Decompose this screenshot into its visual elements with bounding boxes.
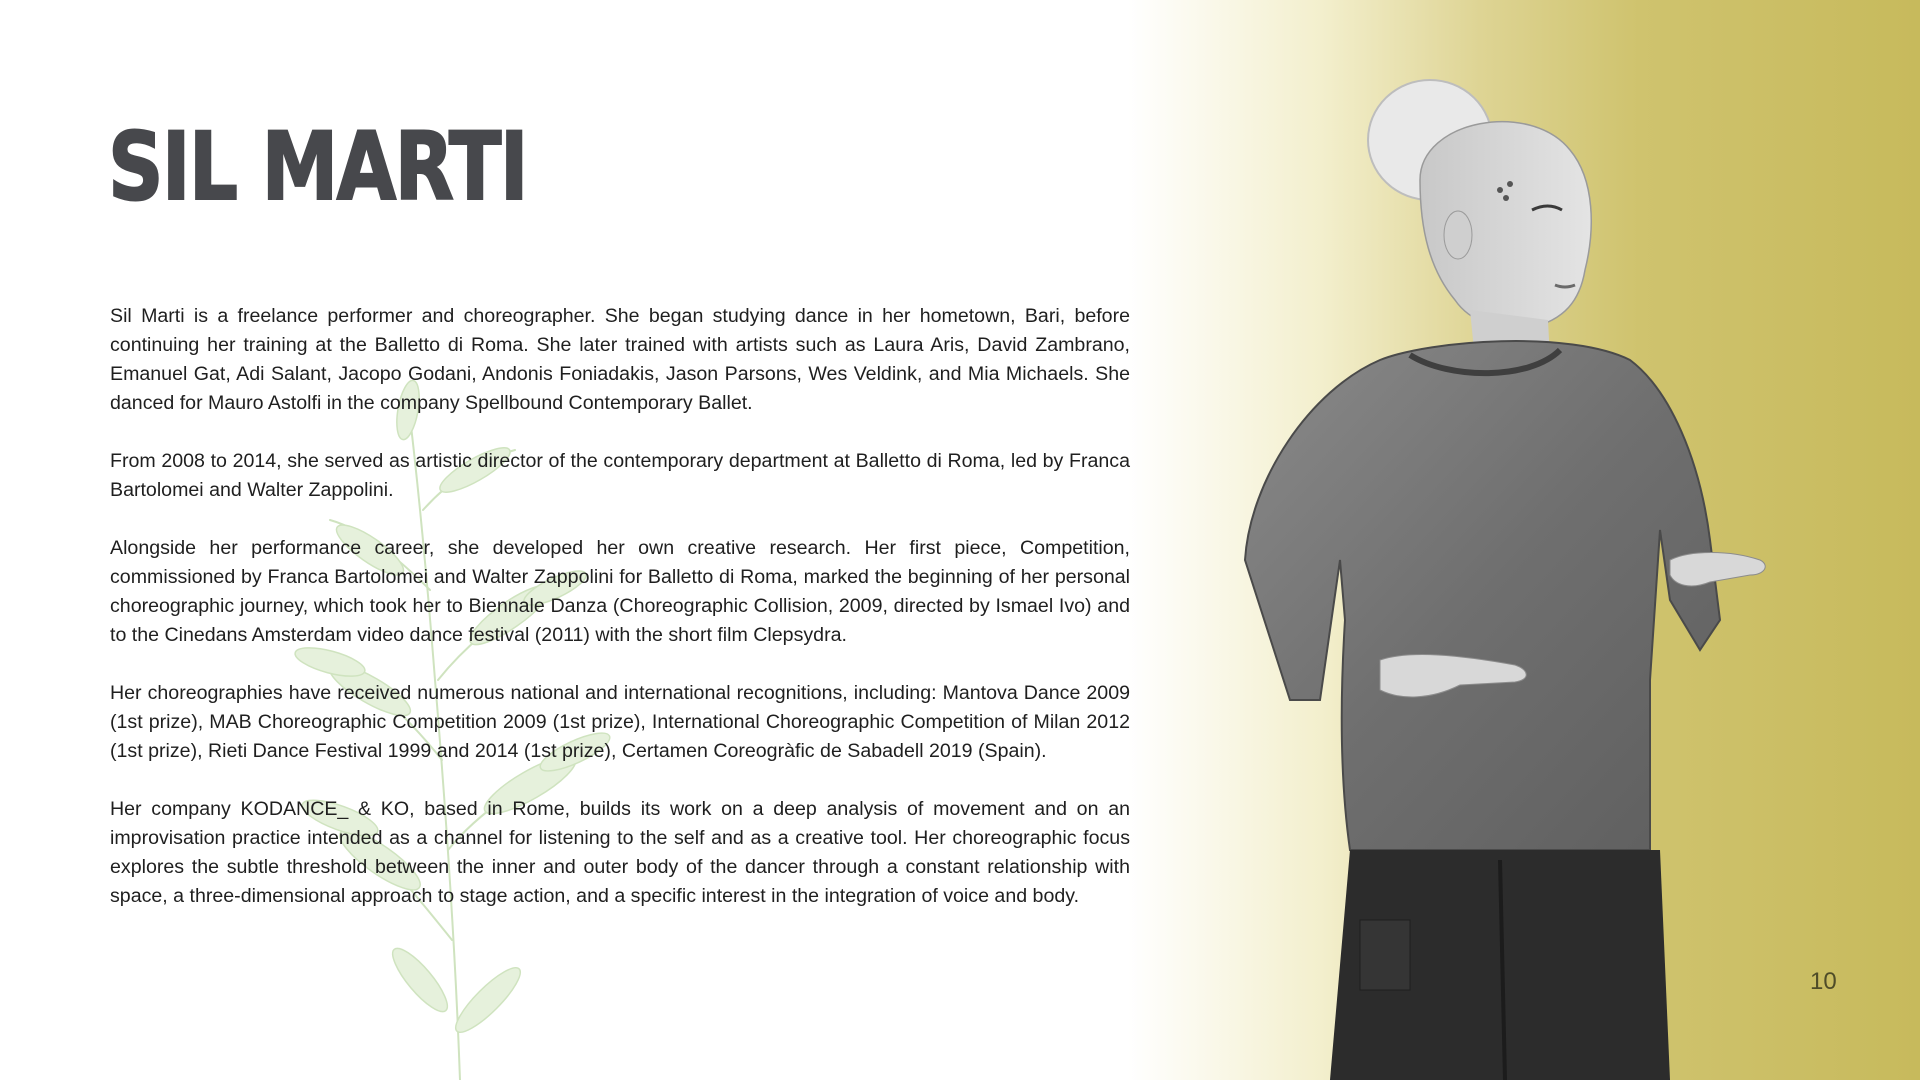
biography-text bbox=[110, 302, 1130, 940]
page-number: 10 bbox=[1810, 968, 1837, 995]
biography-paragraph: Alongside her performance career, she developed her own creative research. Her first piece, Competition, commissioned by Franca Bartolomei and Walter Zappolini for Balletto di Roma, marked the beginning of her personal choreographic journey, which took her to Biennale Danza (Choreographic Collision, 2009, directed by Ismael Ivo) and to the Cinedans Amsterdam video dance festival (2011) with the short film Clepsydra. bbox=[110, 537, 1130, 646]
biography-paragraph: Her company KODANCE_ & KO, based in Rome, builds its work on a deep analysis of movement and on an improvisation practice intended as a channel for listening to the self and as a creative tool. Her choreographic focus explores the subtle threshold between the inner and outer body of the dancer through a constant relationship with space, a three-dimensional approach to stage action, and a specific interest in the integration of voice and body. bbox=[110, 798, 1130, 907]
page-title: SIL MARTI bbox=[108, 113, 527, 222]
biography-paragraph: From 2008 to 2014, she served as artistic director of the contemporary department at Balletto di Roma, led by Franca Bartolomei and Walter Zappolini. bbox=[110, 450, 1130, 501]
biography-paragraph: Sil Marti is a freelance performer and choreographer. She began studying dance in her hometown, Bari, before continuing her training at the Balletto di Roma. She later trained with artists such as Laura Aris, David Zambrano, Emanuel Gat, Adi Salant, Jacopo Godani, Andonis Foniadakis, Jason Parsons, Wes Veldink, and Mia Michaels. She danced for Mauro Astolfi in the company Spellbound Contemporary Ballet. bbox=[110, 305, 1130, 414]
dancer-portrait-photo bbox=[1230, 60, 1790, 1080]
biography-paragraph: Her choreographies have received numerous national and international recognitions, including: Mantova Dance 2009 (1st prize), MAB Choreographic Competition 2009 (1st prize), International Choreographic Competition of Milan 2012 (1st prize), Rieti Dance Festival 1999 and 2014 (1st prize), Certamen Coreogràfic de Sabadell 2019 (Spain). bbox=[110, 682, 1130, 762]
